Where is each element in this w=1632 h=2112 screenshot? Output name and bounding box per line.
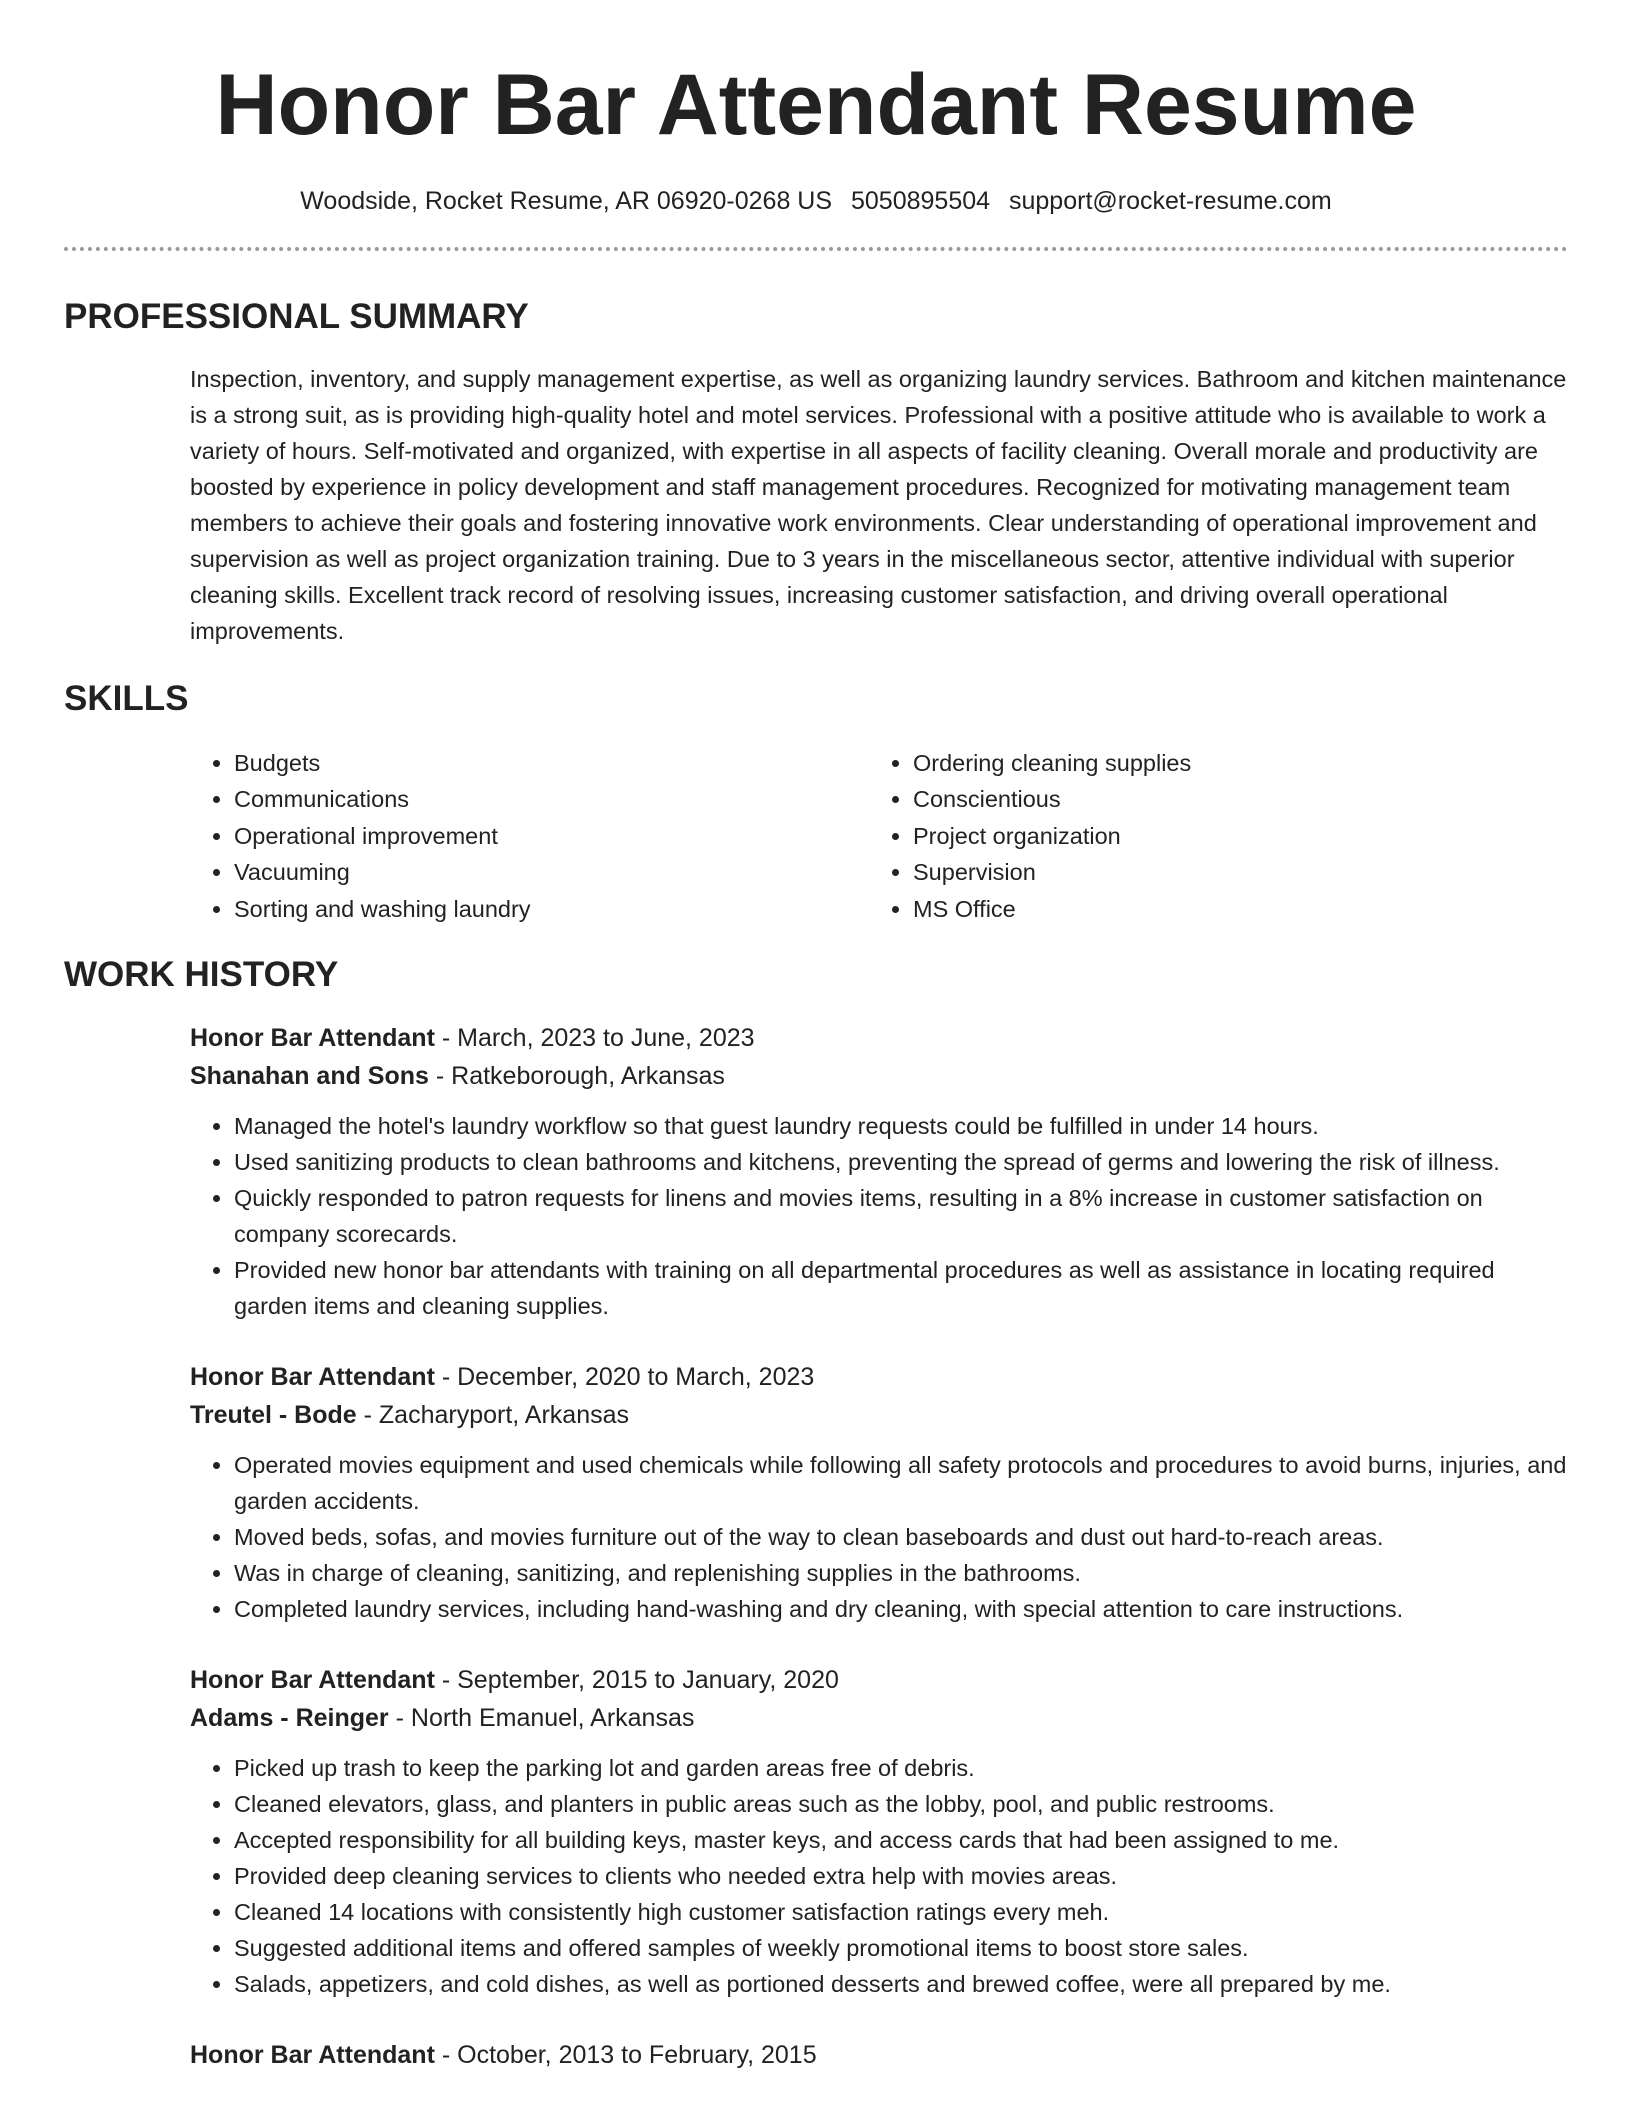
contact-email: support@rocket-resume.com (1009, 186, 1332, 215)
skill-item: • MS Office (913, 891, 1548, 928)
job-bullet: • Used sanitizing products to clean bathrooms and kitchens, preventing the spread of germs and lowering the risk of illness. (234, 1144, 1568, 1180)
job-entry (190, 2036, 1568, 2074)
job-bullet: • Managed the hotel's laundry workflow so that guest laundry requests could be fulfilled in under 14 hours. (234, 1108, 1568, 1144)
skill-item: • Supervision (913, 854, 1548, 891)
skill-item: • Budgets (234, 745, 869, 782)
job-dates: - October, 2013 to February, 2015 (434, 2041, 817, 2070)
job-dates: - September, 2015 to January, 2020 (434, 1666, 839, 1695)
contact-phone: 5050895504 (851, 186, 991, 215)
job-title-line (190, 1661, 1568, 1699)
job-location: - North Emanuel, Arkansas (388, 1704, 695, 1733)
skills-column-right (869, 745, 1548, 928)
job-entry (190, 1358, 1568, 1627)
job-bullet: • Provided new honor bar attendants with training on all departmental procedures as well as assistance in locating required garden items and cleaning supplies. (234, 1252, 1568, 1324)
job-role: Honor Bar Attendant (190, 2041, 435, 2070)
header-divider (64, 247, 1568, 251)
job-location: - Ratkeborough, Arkansas (428, 1062, 725, 1091)
skill-item: • Ordering cleaning supplies (913, 745, 1548, 782)
job-title-line (190, 1019, 1568, 1057)
skill-item: • Vacuuming (234, 854, 869, 891)
summary-text: Inspection, inventory, and supply management expertise, as well as organizing laundry services. Bathroom and kitchen maintenance is a strong suit, as is providing high-quality hotel and motel services. Professional with a positive attitude who is available to work a variety of hours. Self-motivated and organized, with expertise in all aspects of facility cleaning. Overall morale and productivity are boosted by experience in policy development and staff management procedures. Recognized for motivating management team members to achieve their goals and fostering innovative work environments. Clear understanding of operational improvement and supervision as well as project organization training. Due to 3 years in the miscellaneous sector, attentive individual with superior cleaning skills. Excellent track record of resolving issues, increasing customer satisfaction, and driving overall operational improvements. (190, 365, 1567, 644)
job-role: Honor Bar Attendant (190, 1666, 435, 1695)
job-role: Honor Bar Attendant (190, 1363, 435, 1392)
resume-title: Honor Bar Attendant Resume (215, 57, 1417, 153)
job-dates: - December, 2020 to March, 2023 (434, 1363, 815, 1392)
job-bullet: • Cleaned elevators, glass, and planters in public areas such as the lobby, pool, and public restrooms. (234, 1786, 1568, 1822)
job-bullet: • Operated movies equipment and used chemicals while following all safety protocols and procedures to avoid burns, injuries, and garden accidents. (234, 1447, 1568, 1519)
contact-address: Woodside, Rocket Resume, AR 06920-0268 US (300, 186, 833, 215)
skills-list (190, 745, 1568, 928)
work-history-heading: WORK HISTORY (64, 955, 339, 995)
job-bullet: • Completed laundry services, including hand-washing and dry cleaning, with special attention to care instructions. (234, 1591, 1568, 1627)
skills-heading: SKILLS (64, 678, 189, 718)
job-bullet: • Suggested additional items and offered samples of weekly promotional items to boost store sales. (234, 1930, 1568, 1966)
resume-page (64, 0, 1568, 2074)
skill-item: • Operational improvement (234, 818, 869, 855)
job-bullet: • Cleaned 14 locations with consistently high customer satisfaction ratings every meh. (234, 1894, 1568, 1930)
job-bullets (190, 1750, 1568, 2002)
job-company-line (190, 1057, 1568, 1095)
job-company: Shanahan and Sons (190, 1062, 429, 1091)
job-bullet: • Accepted responsibility for all building keys, master keys, and access cards that had been assigned to me. (234, 1822, 1568, 1858)
job-bullet: • Moved beds, sofas, and movies furniture out of the way to clean baseboards and dust out hard-to-reach areas. (234, 1519, 1568, 1555)
job-title-line (190, 2036, 1568, 2074)
job-bullet: • Provided deep cleaning services to clients who needed extra help with movies areas. (234, 1858, 1568, 1894)
job-company-line (190, 1396, 1568, 1434)
job-bullet: • Was in charge of cleaning, sanitizing, and replenishing supplies in the bathrooms. (234, 1555, 1568, 1591)
job-bullets (190, 1108, 1568, 1324)
skills-column-left (190, 745, 869, 928)
summary-heading: PROFESSIONAL SUMMARY (64, 296, 529, 336)
job-company: Adams - Reinger (190, 1704, 389, 1733)
job-bullets (190, 1447, 1568, 1627)
job-location: - Zacharyport, Arkansas (356, 1401, 630, 1430)
skill-item: • Conscientious (913, 781, 1548, 818)
job-company-line (190, 1699, 1568, 1737)
contact-line (64, 187, 1568, 216)
job-entry (190, 1019, 1568, 1324)
job-bullet: • Quickly responded to patron requests for linens and movies items, resulting in a 8% increase in customer satisfaction on company scorecards. (234, 1180, 1568, 1252)
job-entry (190, 1661, 1568, 2002)
job-bullet: • Salads, appetizers, and cold dishes, as well as portioned desserts and brewed coffee, were all prepared by me. (234, 1966, 1568, 2002)
job-role: Honor Bar Attendant (190, 1024, 435, 1053)
skill-item: • Sorting and washing laundry (234, 891, 869, 928)
skill-item: • Communications (234, 781, 869, 818)
job-title-line (190, 1358, 1568, 1396)
job-bullet: • Picked up trash to keep the parking lot and garden areas free of debris. (234, 1750, 1568, 1786)
skill-item: • Project organization (913, 818, 1548, 855)
job-dates: - March, 2023 to June, 2023 (434, 1024, 755, 1053)
job-company: Treutel - Bode (190, 1401, 357, 1430)
